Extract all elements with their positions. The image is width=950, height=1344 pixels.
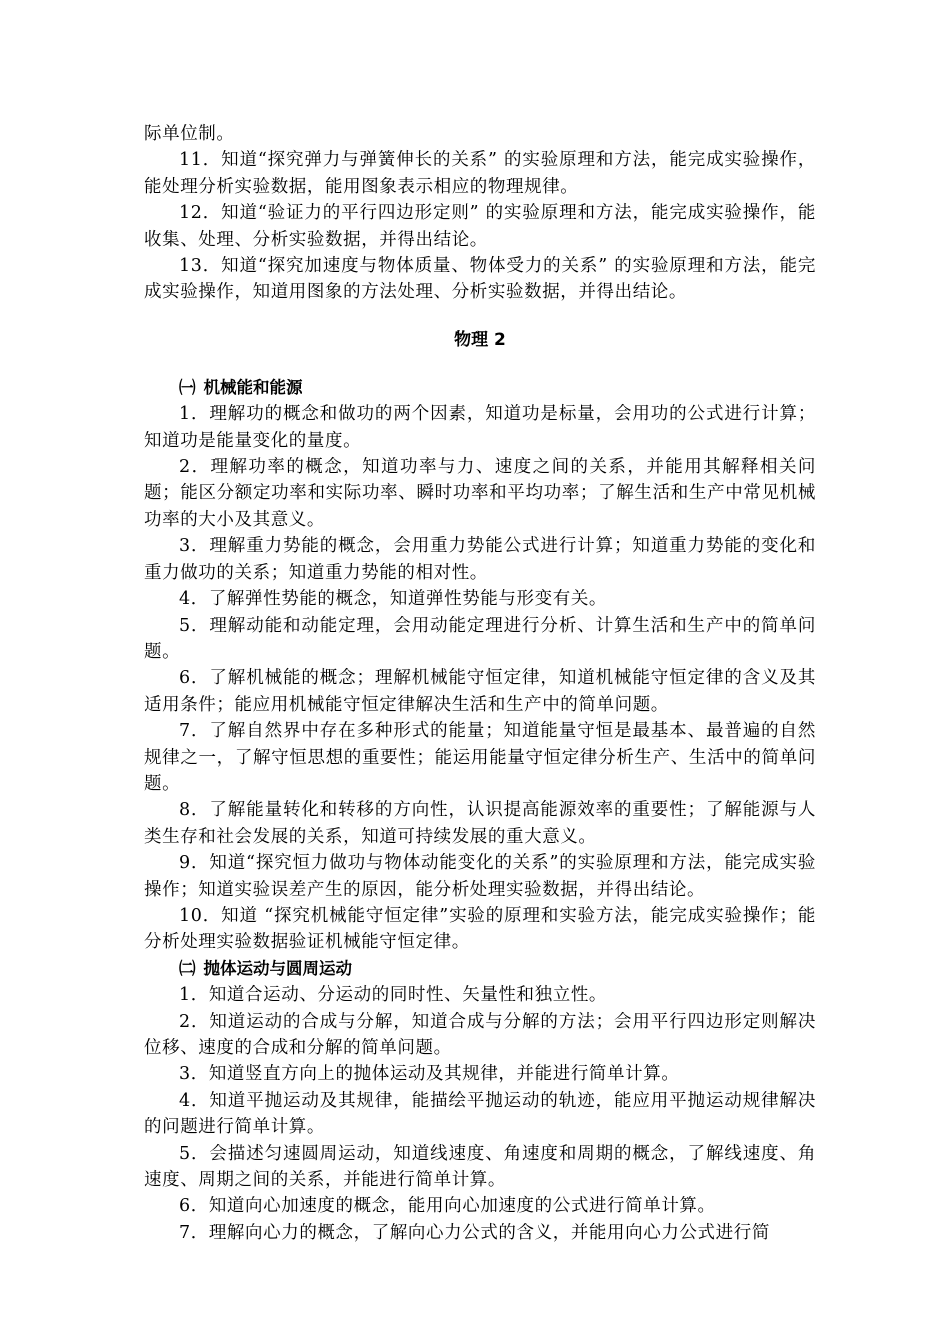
list-item: 1．理解功的概念和做功的两个因素，知道功是标量，会用功的公式进行计算；知道功是能量变化的量度。 bbox=[144, 404, 816, 451]
list-item: 3．知道竖直方向上的抛体运动及其规律，并能进行简单计算。 bbox=[179, 1064, 680, 1085]
paragraph-continuation: 际单位制。 bbox=[144, 124, 235, 144]
paragraph-item-11: 11．知道“探究弹力与弹簧伸长的关系” 的实验原理和方法，能完成实验操作，能处理分析实验数据，能用图象表示相应的物理规律。 bbox=[144, 150, 816, 197]
list-item: 6．了解机械能的概念；理解机械能守恒定律，知道机械能守恒定律的含义及其适用条件；能应用机械能守恒定律解决生活和生产中的简单问题。 bbox=[144, 668, 816, 715]
list-item: 5．会描述匀速圆周运动，知道线速度、角速度和周期的概念，了解线速度、角速度、周期之间的关系，并能进行简单计算。 bbox=[144, 1143, 816, 1191]
list-item: 4．了解弹性势能的概念，知道弹性势能与形变有关。 bbox=[179, 589, 608, 610]
subsection-title: 抛体运动与圆周运动 bbox=[203, 958, 352, 978]
paragraph-item-13: 13．知道“探究加速度与物体质量、物体受力的关系” 的实验原理和方法，能完成实验操作，知道用图象的方法处理、分析实验数据，并得出结论。 bbox=[144, 256, 816, 303]
list-item: 4．知道平抛运动及其规律，能描绘平抛运动的轨迹，能应用平抛运动规律解决的问题进行简单计算。 bbox=[144, 1090, 816, 1138]
subsection-heading-mechanical-energy bbox=[144, 375, 816, 401]
list-item: 3．理解重力势能的概念，会用重力势能公式进行计算；知道重力势能的变化和重力做功的关系；知道重力势能的相对性。 bbox=[144, 536, 816, 583]
subsection-number: ㈠ bbox=[179, 377, 196, 397]
section-heading-physics-2: 物理 2 bbox=[454, 329, 506, 350]
paragraph-item-12: 12．知道“验证力的平行四边形定则” 的实验原理和方法，能完成实验操作，能收集、处理、分析实验数据，并得出结论。 bbox=[144, 203, 816, 250]
list-item: 7．了解自然界中存在多种形式的能量；知道能量守恒是最基本、最普遍的自然规律之一，了解守恒思想的重要性；能运用能量守恒定律分析生产、生活中的简单问题。 bbox=[144, 721, 816, 794]
subsection-title: 机械能和能源 bbox=[203, 377, 303, 397]
document-page bbox=[144, 121, 816, 1246]
list-item: 8．了解能量转化和转移的方向性，认识提高能源效率的重要性；了解能源与人类生存和社会发展的关系，知道可持续发展的重大意义。 bbox=[144, 800, 816, 847]
list-item: 2．理解功率的概念，知道功率与力、速度之间的关系，并能用其解释相关问题；能区分额定功率和实际功率、瞬时功率和平均功率；了解生活和生产中常见机械功率的大小及其意义。 bbox=[144, 457, 816, 530]
subsection-heading-projectile-circular bbox=[144, 956, 816, 982]
list-item: 10．知道 “探究机械能守恒定律”实验的原理和实验方法，能完成实验操作；能分析处理实验数据验证机械能守恒定律。 bbox=[144, 905, 816, 953]
list-item: 6．知道向心加速度的概念，能用向心加速度的公式进行简单计算。 bbox=[179, 1196, 716, 1217]
list-item: 7．理解向心力的概念，了解向心力公式的含义，并能用向心力公式进行简 bbox=[179, 1222, 770, 1243]
list-item: 2．知道运动的合成与分解，知道合成与分解的方法；会用平行四边形定则解决位移、速度的合成和分解的简单问题。 bbox=[144, 1011, 816, 1058]
subsection-number: ㈡ bbox=[179, 958, 196, 978]
list-item: 1．知道合运动、分运动的同时性、矢量性和独立性。 bbox=[179, 985, 608, 1006]
list-item: 9．知道“探究恒力做功与物体动能变化的关系”的实验原理和方法，能完成实验操作；知道实验误差产生的原因，能分析处理实验数据，并得出结论。 bbox=[144, 853, 816, 900]
list-item: 5．理解动能和动能定理，会用动能定理进行分析、计算生活和生产中的简单问题。 bbox=[144, 615, 816, 662]
